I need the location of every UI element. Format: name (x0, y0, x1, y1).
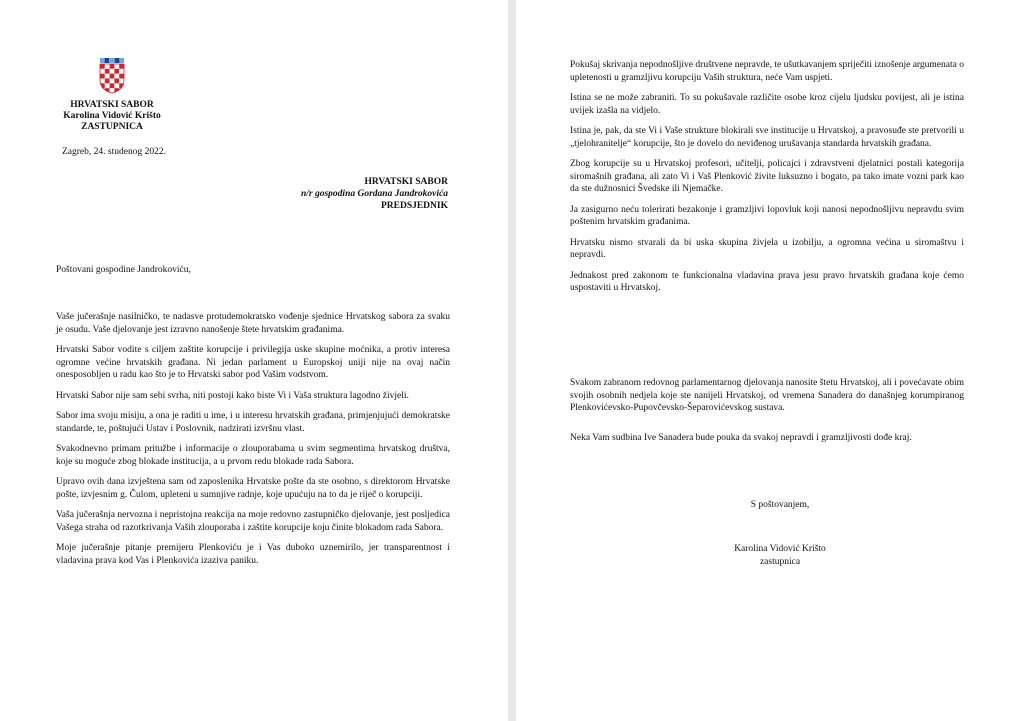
paragraph: Moje jučerašnje pitanje premijeru Plenkoviću je i Vas duboko uznemirilo, jer transparentnost i vladavina prava kod Vas i Plenkovića izaziva paniku. (56, 543, 450, 566)
letterhead (52, 58, 172, 133)
letterhead-line-2: Karolina Vidović Krišto (63, 111, 161, 121)
paragraph: Hrvatski Sabor vodite s ciljem zaštite korupcije i privilegija uske skupine moćnika, a protiv interesa ogromne većine hrvatskih građana. Ni jedan parlament u Europskoj uniji nije na ovaj način onesposobljen u radu kao što je to Hrvatski sabor pod Vašim vodstvom. (56, 345, 450, 380)
paragraph: Vaše jučerašnje nasilničko, te nadasve protudemokratsko vođenje sjednice Hrvatskog sabora za svaku je osudu. Vaše djelovanje jest izravno nanošenje štete hrvatskim građanima. (56, 312, 450, 335)
paragraph: Neka Vam sudbina Ive Sanadera bude pouka da svakoj nepravdi i gramzljivosti dođe kraj. (570, 433, 912, 443)
paragraph: Istina je, pak, da ste Vi i Vaše strukture blokirali sve institucije u Hrvatskoj, a pravosuđe ste pretvorili u „tjelohranitelje“ korupcije, što je dovelo do neviđenog urušavanja standarda hrvatskih građana. (570, 126, 964, 149)
signature-block (680, 543, 880, 569)
paragraph: Svakodnevno primam pritužbe i informacije o zlouporabama u svim segmentima hrvatskog društva, koje su moguće zbog blokade institucija, a u prvom redu blokade rada Sabora. (56, 444, 450, 467)
recipient-line-3: PREDSJEDNIK (380, 201, 448, 211)
paragraph: Zbog korupcije su u Hrvatskoj profesori, učitelji, policajci i zdravstveni djelatnici postali kategorija siromašnih građana, ali zato Vi i Vaš Plenković živite luksuzno i bogato, pa tako imate vozni park kao da ste dužnosnici Švedske ili Njemačke. (570, 159, 964, 194)
letterhead-line-1: HRVATSKI SABOR (70, 100, 154, 110)
paragraph: Vaša jučerašnja nervozna i nepristojna reakcija na moje redovno zastupničko djelovanje, jest posljedica Vašega straha od razotkrivanja Vaših zlouporaba i zaštite korupcije koju činite blokadom rada Sabora. (56, 510, 450, 533)
letter-body-right-3 (570, 432, 964, 453)
letter-page-1 (0, 0, 508, 721)
paragraph: Ja zasigurno neću tolerirati bezakonje i gramzljivi lopovluk koji nanosi nepodnošljivu nepravdu svim poštenim hrvatskim građanima. (570, 204, 964, 227)
salutation: Poštovani gospodine Jandrokoviću, (56, 265, 191, 275)
paragraph: Sabor ima svoju misiju, a ona je raditi u ime, i u interesu hrvatskih građana, primjenjujući demokratske standarde, te, poštujući Ustav i Poslovnik, nadzirati izvršnu vlast. (56, 411, 450, 434)
croatian-coat-of-arms-icon (99, 58, 125, 94)
recipient-line-1: HRVATSKI SABOR (364, 177, 448, 187)
letter-body-left (56, 311, 450, 575)
paragraph: Hrvatsku nismo stvarali da bi uska skupina živjela u izobilju, a ogromna većina u siromaštvu i nepravdi. (570, 237, 964, 260)
paragraph: Svakom zabranom redovnog parlamentarnog djelovanja nanosite štetu Hrvatskoj, ali i povećavate obim svojih osobnih nedjela koje ste nanijeli Hrvatskoj, od vremena Sanadera do današnjeg korumpiranog Plenkovićevsko-Pupovčevsko-Šeparovićevskog sustava. (570, 378, 964, 413)
closing-regards: S poštovanjem, (750, 500, 810, 510)
recipient-line-2: n/r gospodina Gordana Jandrokovića (300, 189, 448, 199)
letter-body-right-2 (570, 377, 964, 423)
letter-body-right (570, 59, 964, 303)
signer-name: Karolina Vidović Krišto (734, 544, 826, 554)
paragraph: Istina se ne može zabraniti. To su pokušavale različite osobe kroz cijelu ljudsku povijest, ali je istina uvijek izašla na vidjelo. (570, 93, 964, 116)
recipient-block (301, 176, 448, 212)
paragraph: Upravo ovih dana izvještena sam od zaposlenika Hrvatske pošte da ste osobno, s direktorom Hrvatske pošte, izvjesnim g. Čulom, upleteni u sumnjive radnje, koje upućuju na to da je riječ o korupciji. (56, 477, 450, 500)
paragraph: Pokušaj skrivanja nepodnošljive društvene nepravde, te ušutkavanjem spriječiti iznošenje argumenata o upletenosti u gramzljivu korupciju Vaših struktura, neće Vam uspjeti. (570, 60, 964, 83)
signer-title: zastupnica (759, 557, 801, 567)
paragraph: Hrvatski Sabor nije sam sebi svrha, niti postoji kako biste Vi i Vaša struktura lagodno živjeli. (56, 390, 409, 401)
letter-date: Zagreb, 24. studenog 2022. (62, 147, 166, 157)
paragraph: Jednakost pred zakonom te funkcionalna vladavina prava jesu pravo hrvatskih građana koje ćemo uspostaviti u Hrvatskoj. (570, 270, 964, 293)
letterhead-line-3: ZASTUPNICA (81, 122, 143, 132)
